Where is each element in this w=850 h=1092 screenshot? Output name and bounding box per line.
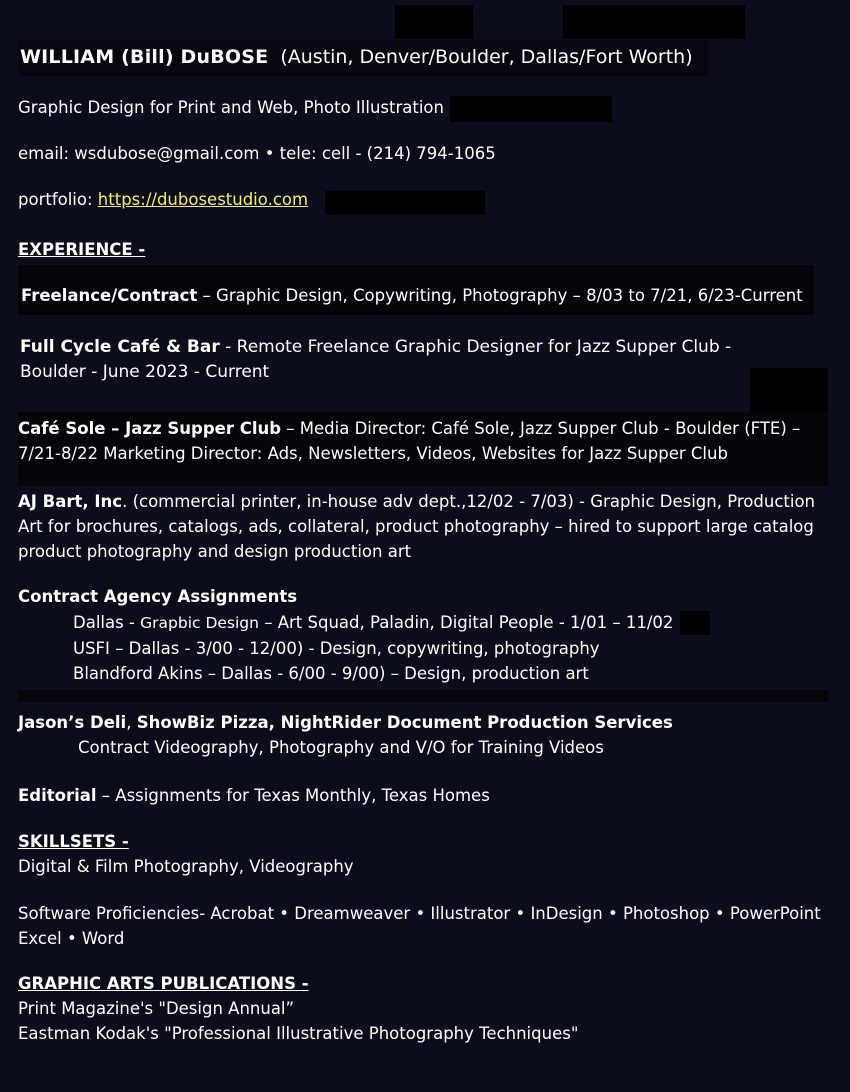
- contract-agency-line-1a: Dallas -: [73, 613, 141, 632]
- contract-agency-line-1c: – Art Squad, Paladin, Digital People - 1/01 – 11/02: [258, 613, 674, 632]
- jasons-sep: ,: [126, 713, 137, 732]
- experience-heading: EXPERIENCE -: [18, 240, 146, 259]
- shade-block: [450, 96, 612, 122]
- portfolio-label: portfolio:: [18, 190, 98, 209]
- software-section: [18, 901, 821, 951]
- publications-section: [18, 971, 578, 1046]
- shade-block: [563, 5, 745, 39]
- candidate-name: WILLIAM (Bill) DuBOSE: [20, 46, 269, 68]
- shade-block: [750, 368, 828, 418]
- aj-bart-detail-3: product photography and design production art: [18, 542, 412, 561]
- portfolio-link[interactable]: https://dubosestudio.com: [97, 190, 309, 209]
- jasons-detail: Contract Videography, Photography and V/O for Training Videos: [78, 738, 604, 757]
- contract-agency-line-3: Blandford Akins – Dallas - 6/00 - 9/00) – Design, production art: [73, 664, 589, 683]
- shade-block: [395, 5, 473, 39]
- name-line: [20, 45, 693, 70]
- editorial-title: Editorial: [18, 786, 97, 805]
- editorial-detail: – Assignments for Texas Monthly, Texas Homes: [96, 786, 490, 805]
- portfolio-line: [18, 187, 308, 212]
- skillsets-section: [18, 829, 354, 879]
- publications-line-2: Eastman Kodak's "Professional Illustrative Photography Techniques": [18, 1024, 579, 1043]
- aj-bart-entry: [18, 489, 815, 564]
- contract-agency-line-1b: Grapbic Design: [140, 614, 259, 632]
- candidate-locations: (Austin, Denver/Boulder, Dallas/Fort Worth): [280, 46, 693, 68]
- aj-bart-detail-2: Art for brochures, catalogs, ads, collateral, product photography – hired to support large catalog: [18, 517, 814, 536]
- contract-agency-line-2: USFI – Dallas - 3/00 - 12/00) - Design, copywriting, photography: [73, 639, 600, 658]
- cafe-sole-entry: [18, 416, 800, 466]
- skillsets-line-3: Excel • Word: [18, 929, 125, 948]
- contract-agency-entry: [18, 584, 673, 686]
- aj-bart-detail: . (commercial printer, in-house adv dept.,12/02 - 7/03) - Graphic Design, Production: [122, 492, 816, 511]
- shade-block: [325, 191, 485, 215]
- editorial-entry: [18, 783, 490, 808]
- full-cycle-detail: - Remote Freelance Graphic Designer for Jazz Supper Club -: [219, 337, 732, 357]
- jasons-title-1: Jason’s Deli: [18, 713, 127, 732]
- aj-bart-title: AJ Bart, Inc: [18, 492, 123, 511]
- cafe-sole-detail: – Media Director: Café Sole, Jazz Supper Club - Boulder (FTE) –: [281, 419, 801, 438]
- contract-agency-title: Contract Agency Assignments: [18, 587, 298, 606]
- full-cycle-entry: [20, 335, 731, 385]
- skillsets-heading: SKILLSETS -: [18, 832, 129, 851]
- publications-line-1: Print Magazine's "Design Annual”: [18, 999, 295, 1018]
- jasons-entry: [18, 710, 673, 760]
- skillsets-line-1: Digital & Film Photography, Videography: [18, 857, 354, 876]
- jasons-title-2: ShowBiz Pizza, NightRider Document Production Services: [136, 713, 673, 732]
- full-cycle-detail-2: Boulder - June 2023 - Current: [20, 362, 270, 382]
- freelance-detail: – Graphic Design, Copywriting, Photography – 8/03 to 7/21, 6/23-Current: [197, 286, 803, 305]
- contact-line: email: wsdubose@gmail.com • tele: cell - (214) 794-1065: [18, 144, 496, 163]
- freelance-title: Freelance/Contract: [21, 286, 198, 305]
- full-cycle-title: Full Cycle Café & Bar: [20, 337, 220, 357]
- skillsets-line-2: Software Proficiencies- Acrobat • Dreamweaver • Illustrator • InDesign • Photoshop • PowerPoint: [18, 904, 821, 923]
- cafe-sole-title: Café Sole – Jazz Supper Club: [18, 419, 282, 438]
- shade-block: [18, 690, 828, 702]
- publications-heading: GRAPHIC ARTS PUBLICATIONS -: [18, 974, 309, 993]
- tagline: Graphic Design for Print and Web, Photo Illustration: [18, 98, 444, 117]
- cafe-sole-detail-2: 7/21-8/22 Marketing Director: Ads, Newsletters, Videos, Websites for Jazz Supper Club: [18, 444, 728, 463]
- freelance-entry: [21, 283, 803, 308]
- shade-block: [680, 611, 710, 635]
